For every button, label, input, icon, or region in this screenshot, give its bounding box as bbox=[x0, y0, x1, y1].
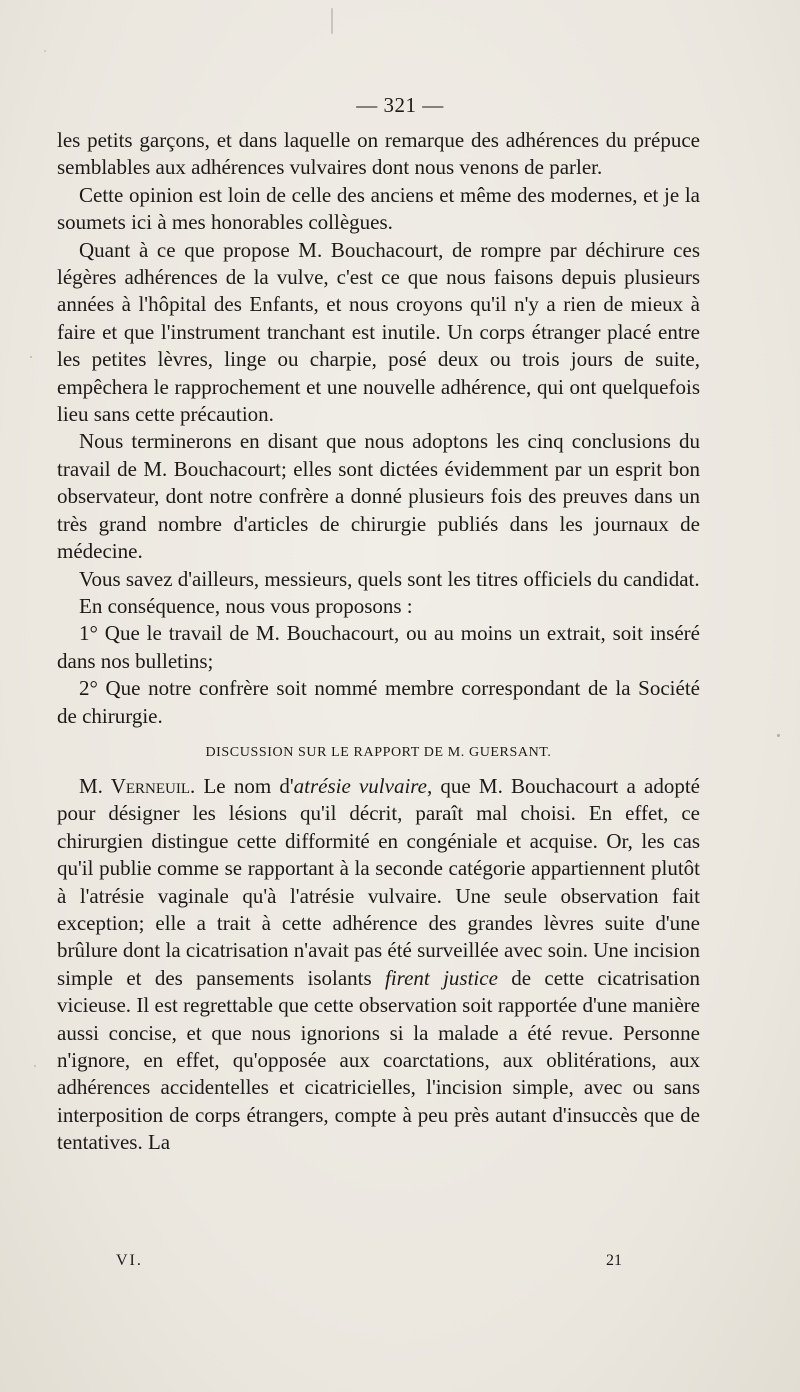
ink-speck bbox=[331, 8, 333, 34]
ink-speck bbox=[34, 1065, 36, 1067]
signature-mark: VI. bbox=[116, 1252, 143, 1269]
discussion-after-term: , que M. Bouchacourt a adopté pour désigner les lésions qu'il décrit, paraît mal choisi. En effet, ce chirurgien distingue cette difformité en congéniale et acquise. Or, les cas qu'il publie comme se rapportant à la seconde catégorie appartiennent plutôt à l'atrésie vaginale qu'à l'atrésie vulvaire. Une seule observation fait exception; elle a trait à cette adhérence des grandes lèvres suite d'une brûlure dont la cicatrisation n'avait pas été surveillée avec soin. Une incision simple et des pansements isolants bbox=[57, 773, 700, 990]
italic-term: atrésie vulvaire bbox=[293, 773, 427, 798]
italic-phrase: firent justice bbox=[385, 965, 498, 990]
discussion-lead: Le nom d' bbox=[203, 773, 294, 798]
discussion-rest: de cette cicatrisation vicieuse. Il est regrettable que cette observation soit rapportée d'une manière aussi concise, et que nous ignorions si la malade a été revue. Personne n'ignore, en effet, qu'opposée aux coarctations, aux oblitérations, aux adhérences accidentelles et cicatricielles, l'incision simple, avec ou sans interposition de corps étrangers, compte à peu près autant d'insuccès que de tentatives. La bbox=[57, 965, 701, 1155]
paragraph-conclusions: Nous terminerons en disant que nous adoptons les cinq conclusions du travail de M. Bouchacourt; elles sont dictées évidemment par un esprit bon observateur, dont notre confrère a donné plusieurs fois des preuves dans un très grand nombre d'articles de chirurgie publiés dans les journaux de médecine. bbox=[57, 429, 700, 564]
paragraph-consequence: En conséquence, nous vous proposons : bbox=[79, 593, 413, 618]
paragraph-opinion: Cette opinion est loin de celle des anciens et même des modernes, et je la soumets ici à mes honorables collègues. bbox=[57, 182, 700, 235]
body-text bbox=[57, 127, 700, 1157]
ink-speck bbox=[30, 356, 32, 358]
section-heading: DISCUSSION SUR LE RAPPORT DE M. GUERSANT. bbox=[205, 744, 552, 760]
speaker-name: M. Verneuil. bbox=[79, 773, 196, 798]
paragraph-proposal: Quant à ce que propose M. Bouchacourt, de rompre par déchirure ces légères adhérences de la vulve, c'est ce que nous faisons depuis plusieurs années à l'hôpital des Enfants, et nous croyons qu'il n'y a rien de mieux à faire et que l'instrument tranchant est inutile. Un corps étranger placé entre les petites lèvres, linge ou charpie, posé deux ou trois jours de suite, empêchera le rapprochement et une nouvelle adhérence, qui ont quelquefois lieu sans cette précaution. bbox=[57, 237, 700, 427]
ink-speck bbox=[777, 734, 780, 737]
proposal-item-2: 2° Que notre confrère soit nommé membre correspondant de la Société de chirurgie. bbox=[57, 676, 700, 728]
ink-speck bbox=[44, 50, 46, 52]
paragraph-continuation: les petits garçons, et dans laquelle on remarque des adhérences du prépuce semblables aux adhérences vulvaires dont nous venons de parler. bbox=[57, 128, 700, 180]
paragraph-discussion bbox=[57, 773, 700, 1157]
proposal-item-1: 1° Que le travail de M. Bouchacourt, ou au moins un extrait, soit inséré dans nos bulletins; bbox=[57, 621, 700, 673]
signature-number: 21 bbox=[606, 1252, 622, 1269]
paragraph-titles: Vous savez d'ailleurs, messieurs, quels sont les titres officiels du candidat. bbox=[79, 566, 700, 591]
page-number-header: — 321 — bbox=[356, 93, 444, 117]
